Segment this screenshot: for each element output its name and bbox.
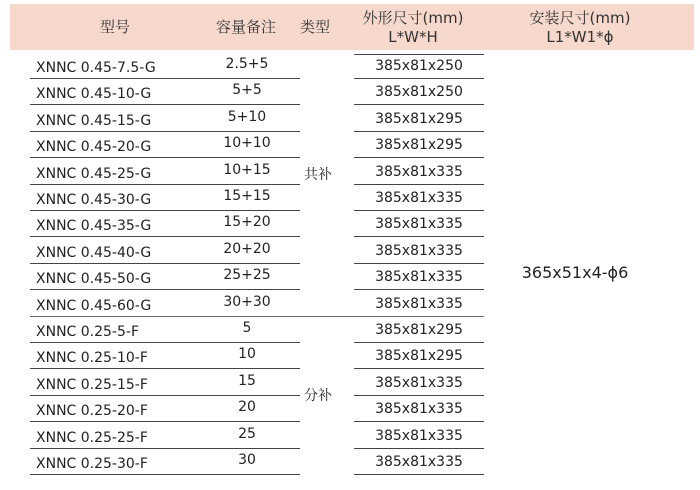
dimension-cell: 385x81x335 xyxy=(375,164,463,180)
header-capacity: 容量备注 xyxy=(215,18,276,36)
row-divider xyxy=(30,236,300,237)
row-divider xyxy=(30,263,300,264)
capacity-cell: 20+20 xyxy=(223,241,271,257)
dimension-cell: 385x81x335 xyxy=(375,375,463,391)
row-divider xyxy=(354,448,484,449)
dimension-cell: 385x81x335 xyxy=(375,216,463,232)
capacity-cell: 2.5+5 xyxy=(225,56,269,72)
row-divider xyxy=(354,157,484,158)
model-cell: XNNC 0.45-15-G xyxy=(36,113,152,129)
dimension-cell: 385x81x335 xyxy=(375,401,463,417)
model-cell: XNNC 0.45-35-G xyxy=(36,218,152,234)
row-divider xyxy=(30,104,300,105)
row-divider xyxy=(354,236,484,237)
model-cell: XNNC 0.45-10-G xyxy=(36,86,152,102)
capacity-cell: 30+30 xyxy=(223,294,271,310)
model-cell: XNNC 0.25-20-F xyxy=(36,403,148,419)
capacity-cell: 5+10 xyxy=(227,109,267,125)
capacity-cell: 5 xyxy=(242,320,252,336)
row-divider xyxy=(30,395,300,396)
model-cell: XNNC 0.25-30-F xyxy=(36,456,148,472)
row-divider xyxy=(30,210,300,211)
capacity-cell: 15+20 xyxy=(223,214,271,230)
capacity-cell: 10+10 xyxy=(223,135,271,151)
row-divider xyxy=(354,342,484,343)
row-divider xyxy=(30,368,300,369)
row-divider xyxy=(354,368,484,369)
model-cell: XNNC 0.45-25-G xyxy=(36,166,152,182)
capacity-cell: 15+15 xyxy=(223,188,271,204)
row-divider xyxy=(354,210,484,211)
dimension-cell: 385x81x250 xyxy=(375,84,463,100)
capacity-cell: 10 xyxy=(238,346,256,362)
dimension-cell: 385x81x335 xyxy=(375,269,463,285)
dimension-cell: 385x81x335 xyxy=(375,296,463,312)
row-divider xyxy=(30,474,300,475)
group-divider xyxy=(30,316,484,317)
dimension-cell: 385x81x335 xyxy=(375,190,463,206)
row-divider xyxy=(30,342,300,343)
row-divider xyxy=(30,421,300,422)
capacity-cell: 20 xyxy=(238,399,256,415)
dimension-cell: 385x81x295 xyxy=(375,348,463,364)
capacity-cell: 5+5 xyxy=(232,82,262,98)
dimension-cell: 385x81x295 xyxy=(375,322,463,338)
install-dimensions: 365x51x4-ϕ6 xyxy=(521,263,629,282)
dimension-cell: 385x81x335 xyxy=(375,243,463,259)
row-divider xyxy=(354,184,484,185)
capacity-cell: 10+15 xyxy=(223,162,271,178)
dimension-top-rule xyxy=(354,54,484,55)
row-divider xyxy=(30,448,300,449)
dimension-cell: 385x81x335 xyxy=(375,428,463,444)
model-cell: XNNC 0.45-7.5-G xyxy=(36,60,156,76)
row-divider xyxy=(354,263,484,264)
model-cell: XNNC 0.45-50-G xyxy=(36,271,152,287)
model-cell: XNNC 0.25-15-F xyxy=(36,377,148,393)
model-cell: XNNC 0.25-25-F xyxy=(36,430,148,446)
row-divider xyxy=(30,78,300,79)
dimension-cell: 385x81x295 xyxy=(375,137,463,153)
table-header xyxy=(10,4,694,50)
header-model: 型号 xyxy=(99,18,130,36)
type-common: 共补 xyxy=(304,167,332,183)
row-divider xyxy=(30,289,300,290)
header-type: 类型 xyxy=(299,18,330,36)
dimension-cell: 385x81x295 xyxy=(375,111,463,127)
model-cell: XNNC 0.45-40-G xyxy=(36,245,152,261)
row-divider xyxy=(30,131,300,132)
dimension-cell: 385x81x250 xyxy=(375,58,463,74)
capacity-cell: 25+25 xyxy=(223,267,271,283)
capacity-cell: 25 xyxy=(238,426,256,442)
model-cell: XNNC 0.25-10-F xyxy=(36,350,148,366)
row-divider xyxy=(354,474,484,475)
row-divider xyxy=(354,395,484,396)
model-cell: XNNC 0.25-5-F xyxy=(36,324,139,340)
row-divider xyxy=(30,184,300,185)
model-cell: XNNC 0.45-30-G xyxy=(36,192,152,208)
model-cell: XNNC 0.45-60-G xyxy=(36,298,152,314)
row-divider xyxy=(354,421,484,422)
capacity-cell: 15 xyxy=(238,373,256,389)
type-separate: 分补 xyxy=(304,388,332,404)
model-cell: XNNC 0.45-20-G xyxy=(36,139,152,155)
row-divider xyxy=(354,104,484,105)
row-divider xyxy=(30,157,300,158)
row-divider xyxy=(354,131,484,132)
header-outer-dimensions: 外形尺寸(mm) L*W*H xyxy=(362,9,464,46)
row-divider xyxy=(354,78,484,79)
row-divider xyxy=(354,289,484,290)
dimension-cell: 385x81x335 xyxy=(375,454,463,470)
header-install-dimensions: 安装尺寸(mm) L1*W1*ϕ xyxy=(529,9,631,46)
capacity-cell: 30 xyxy=(238,452,256,468)
